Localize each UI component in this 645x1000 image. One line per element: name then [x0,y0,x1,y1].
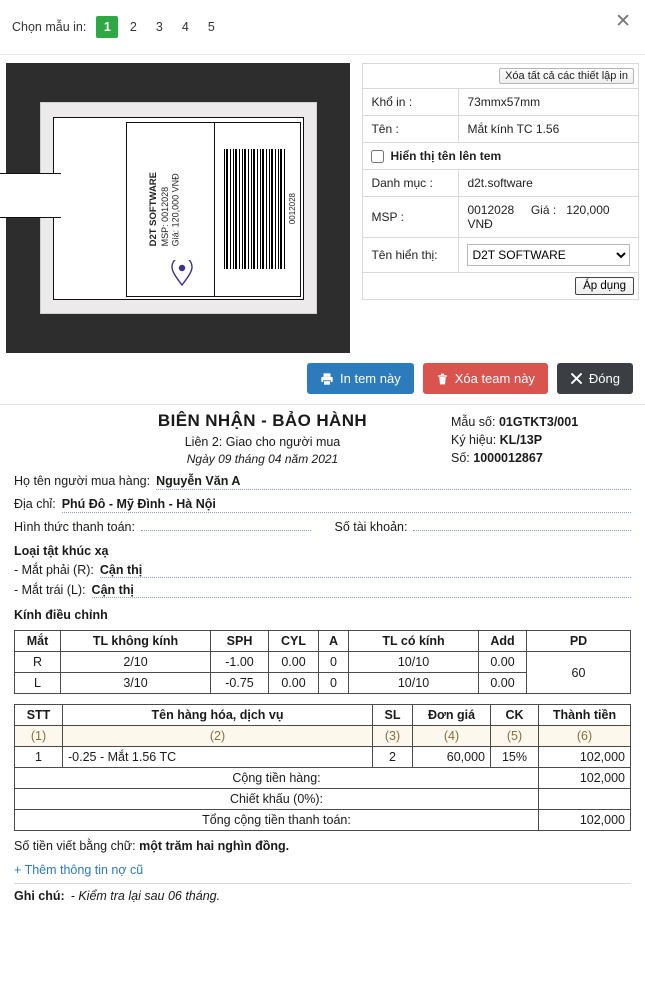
close-icon [570,372,583,385]
displayname-label: Tên hiển thị: [363,238,459,273]
delete-label-text: Xóa team này [454,371,535,386]
label-price: Giá: 120,000 VNĐ [169,173,180,247]
msp-price-cell [459,197,639,238]
idx-6: (6) [539,726,631,747]
template-chooser-label: Chọn mẫu in: [12,20,87,34]
settings-row-msp-price [363,197,639,238]
brand-logo-icon [171,260,193,286]
price-label: Giá : [530,203,557,217]
note-row [14,883,631,903]
invoice-header [14,411,631,467]
displayname-select[interactable] [467,244,630,266]
name-label: Tên : [363,116,459,143]
showname-checkbox-row[interactable] [371,149,630,163]
item-discount[interactable]: 15% [491,747,539,768]
settings-row-displayname [363,238,639,273]
printer-icon [320,372,334,386]
cell-sph-r[interactable]: -1.00 [211,652,269,673]
print-settings-panel [362,63,639,353]
showname-cell [363,143,639,170]
label-msp: MSP: 0012028 [159,186,170,247]
items-index-row [15,726,631,747]
delete-label-button[interactable] [423,363,548,394]
th-discount: CK [491,705,539,726]
category-label: Danh mục : [363,170,459,197]
label-stamp-text-area [127,123,215,296]
label-sheet [40,102,317,314]
amount-in-words-value: một trăm hai nghìn đồng. [139,839,290,854]
cell-cyl-l[interactable]: 0.00 [269,673,319,694]
close-dialog-button[interactable] [557,363,633,394]
apply-row [362,273,639,300]
invoice-document [0,405,645,903]
subtotal-label: Cộng tiền hàng: [15,768,539,789]
barcode-number: 0012028 [287,193,297,225]
add-old-debt-label: Thêm thông tin nợ cũ [24,863,144,878]
th-eye: Mắt [15,631,61,652]
table-row [15,747,631,768]
invoice-form-value: 01GTKT3/001 [498,415,579,429]
item-amount: 102,000 [539,747,631,768]
invoice-meta [451,411,631,467]
th-item-name: Tên hàng hóa, dịch vụ [63,705,373,726]
buyer-value[interactable]: Nguyễn Văn A [156,474,631,490]
discount-value [539,789,631,810]
msp-label: MSP : [363,197,459,238]
th-amount: Thành tiền [539,705,631,726]
right-eye-label: - Mắt phải (R): [14,563,94,578]
payment-value[interactable] [141,529,311,531]
items-table [14,704,631,831]
category-value: d2t.software [459,170,639,197]
th-pd: PD [527,631,631,652]
label-barcode-area [215,123,300,296]
label-company: D2T SOFTWARE [147,171,159,247]
th-sph: SPH [211,631,269,652]
right-eye-row [14,563,631,578]
account-cell [335,520,632,534]
item-qty[interactable]: 2 [373,747,413,768]
cell-a-r[interactable]: 0 [319,652,349,673]
th-tl-with-glass: TL có kính [349,631,479,652]
preview-settings-area [0,55,645,353]
left-eye-label: - Mắt trái (L): [14,583,86,598]
cell-tlno-r[interactable]: 2/10 [61,652,211,673]
account-label: Số tài khoản: [334,520,408,535]
print-label-text: In tem này [340,371,401,386]
settings-table [362,88,639,273]
address-row [14,497,631,513]
th-unit-price: Đơn giá [413,705,491,726]
displayname-cell [459,238,639,273]
cell-eye-r: R [15,652,61,673]
apply-button[interactable]: Áp dụng [575,277,634,295]
label-text-block [149,172,181,246]
close-dialog-text: Đóng [588,371,620,386]
th-add: Add [479,631,527,652]
template-chooser-bar [0,0,645,55]
cell-add-r[interactable]: 0.00 [479,652,527,673]
amount-in-words-row [14,839,631,853]
settings-row-name [363,116,639,143]
settings-row-showname [363,143,639,170]
payment-method-cell [14,520,311,534]
invoice-sign-row [451,431,631,449]
label-preview-canvas [6,63,350,353]
settings-row-category [363,170,639,197]
add-old-debt-link[interactable] [14,863,631,877]
payment-row [14,520,631,534]
invoice-sign-value: KL/13P [499,433,543,448]
amount-in-words-label: Số tiền viết bằng chữ: [14,839,136,854]
invoice-no-value: 1000012867 [473,451,543,466]
print-label-button[interactable] [307,363,414,394]
left-eye-row [14,583,631,598]
invoice-form-row [451,413,631,431]
refraction-title: Loại tật khúc xạ [14,544,109,559]
invoice-no-row [451,449,631,467]
template-list [96,16,222,38]
right-eye-value[interactable]: Cận thị [100,563,631,578]
invoice-no-label: Số: [451,451,470,466]
settings-row-papersize [363,89,639,116]
clear-all-settings-button[interactable]: Xóa tất cả các thiết lập in [499,68,634,84]
address-label: Địa chỉ: [14,497,56,512]
idx-1: (1) [15,726,63,747]
prescription-table [14,630,631,694]
th-tl-no-glass: TL không kính [61,631,211,652]
template-option-3[interactable]: 3 [155,20,163,34]
prescription-header-row [15,631,631,652]
idx-2: (2) [63,726,373,747]
th-cyl: CYL [269,631,319,652]
item-name[interactable]: -0.25 - Mắt 1.56 TC [63,747,373,768]
label-notch [0,173,61,218]
idx-5: (5) [491,726,539,747]
items-header-row [15,705,631,726]
template-option-5[interactable]: 5 [207,20,215,34]
barcode-image [224,149,286,269]
cell-add-l[interactable]: 0.00 [479,673,527,694]
papersize-value: 73mmx57mm [459,89,639,116]
total-label: Tổng cộng tiền thanh toán: [15,810,539,831]
prescription-title: Kính điều chỉnh [14,608,108,623]
cell-tlno-l[interactable]: 3/10 [61,673,211,694]
label-stamp [126,122,301,297]
showname-label: Hiển thị tên lên tem [390,149,502,163]
cell-tlyes-l[interactable]: 10/10 [349,673,479,694]
idx-3: (3) [373,726,413,747]
label-outline [53,117,304,300]
total-value: 102,000 [539,810,631,831]
plus-icon: + [14,863,22,878]
template-option-1[interactable]: 1 [96,16,118,38]
invoice-sign-label: Ký hiệu: [451,433,497,448]
note-value[interactable]: - Kiểm tra lại sau 06 tháng. [70,889,221,904]
msp-value: 0012028 [467,203,515,217]
item-stt: 1 [15,747,63,768]
th-a: A [319,631,349,652]
papersize-label: Khổ in : [363,89,459,116]
template-option-2[interactable]: 2 [129,20,137,34]
account-value[interactable] [413,529,631,531]
invoice-form-label: Mẫu số: [451,415,496,429]
trash-icon [436,372,449,386]
invoice-subtitle: Liên 2: Giao cho người mua [184,435,341,449]
note-label: Ghi chú: [14,889,65,904]
summary-row-total [15,810,631,831]
cell-eye-l: L [15,673,61,694]
buyer-row [14,474,631,490]
subtotal-value: 102,000 [539,768,631,789]
cell-tlyes-r[interactable]: 10/10 [349,652,479,673]
summary-row-discount [15,789,631,810]
summary-row-subtotal [15,768,631,789]
prescription-row-right [15,652,631,673]
payment-label: Hình thức thanh toán: [14,520,135,535]
template-option-4[interactable]: 4 [181,20,189,34]
idx-4: (4) [413,726,491,747]
cell-a-l[interactable]: 0 [319,673,349,694]
th-qty: SL [373,705,413,726]
address-value[interactable]: Phú Đô - Mỹ Đình - Hà Nội [62,497,631,513]
item-price[interactable]: 60,000 [413,747,491,768]
close-icon[interactable]: ✕ [615,10,631,32]
showname-checkbox[interactable] [371,150,384,163]
left-eye-value[interactable]: Cận thị [92,583,631,598]
action-button-bar [0,353,645,405]
invoice-title-column [14,411,451,466]
price-value: 120,000 VNĐ [467,203,610,231]
cell-pd[interactable]: 60 [527,652,631,694]
discount-label: Chiết khấu (0%): [15,789,539,810]
cell-cyl-r[interactable]: 0.00 [269,652,319,673]
invoice-title: BIÊN NHẬN - BẢO HÀNH [157,411,368,430]
clear-settings-row [362,63,639,88]
cell-sph-l[interactable]: -0.75 [211,673,269,694]
name-value: Mắt kính TC 1.56 [459,116,639,143]
invoice-date: Ngày 09 tháng 04 năm 2021 [186,452,339,466]
buyer-label: Họ tên người mua hàng: [14,474,151,489]
th-stt: STT [15,705,63,726]
